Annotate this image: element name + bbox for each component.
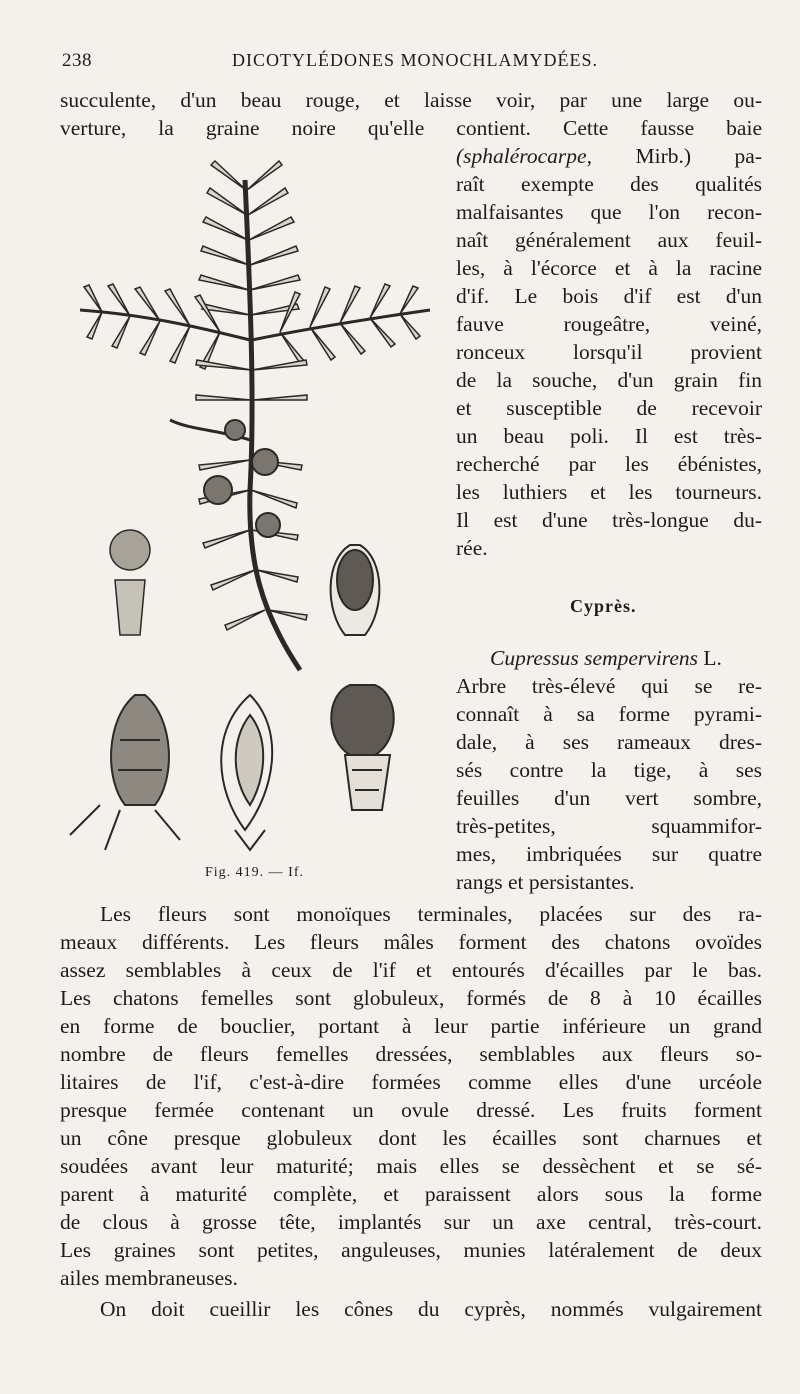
text-line: les luthiers et les tourneurs.	[456, 480, 762, 504]
species-name: Cupressus sempervirens L.	[490, 646, 722, 670]
text-line: succulente, d'un beau rouge, et laisse voir, par une large ou-	[60, 88, 762, 112]
page-number: 238	[62, 50, 92, 71]
text-line: soudées avant leur maturité; mais elles se dessèchent et se sé-	[60, 1154, 762, 1178]
text-line: Les fleurs sont monoïques terminales, placées sur des ra-	[100, 902, 762, 926]
text-line: meaux différents. Les fleurs mâles forment des chatons ovoïdes	[60, 930, 762, 954]
text-line: un beau poli. Il est très-	[456, 424, 762, 448]
text-line: de clous à grosse tête, implantés sur un axe central, très-court.	[60, 1210, 762, 1234]
text-line: nombre de fleurs femelles dressées, semblables aux fleurs so-	[60, 1042, 762, 1066]
text-line: les, à l'écorce et à la racine	[456, 256, 762, 280]
text-line: très-petites, squammifor-	[456, 814, 762, 838]
text-line: Arbre très-élevé qui se re-	[456, 674, 762, 698]
text-line: mes, imbriquées sur quatre	[456, 842, 762, 866]
text-line: et susceptible de recevoir	[456, 396, 762, 420]
text-line: Il est d'une très-longue du-	[456, 508, 762, 532]
text-line: sés contre la tige, à ses	[456, 758, 762, 782]
text-line: un cône presque globuleux dont les écailles sont charnues et	[60, 1126, 762, 1150]
yew-illustration	[60, 140, 450, 875]
italic-term: Cupressus sempervirens	[490, 646, 699, 670]
text-line: rangs et persistantes.	[456, 870, 635, 894]
figure-caption: Fig. 419. — If.	[205, 865, 304, 880]
text-line: d'if. Le bois d'if est d'un	[456, 284, 762, 308]
italic-term: (sphalérocarpe,	[456, 144, 592, 168]
page-header	[62, 44, 762, 78]
text-line: raît exempte des qualités	[456, 172, 762, 196]
text-line: recherché par les ébénistes,	[456, 452, 762, 476]
text-line: presque fermée contenant un ovule dressé. Les fruits forment	[60, 1098, 762, 1122]
text-line: verture, la graine noire qu'elle contient. Cette fausse baie	[60, 116, 762, 140]
text-line: parent à maturité complète, et paraissent alors sous la forme	[60, 1182, 762, 1206]
text-line: dale, à ses rameaux dres-	[456, 730, 762, 754]
text-line: ailes membraneuses.	[60, 1266, 238, 1290]
text-line: connaît à sa forme pyrami-	[456, 702, 762, 726]
text-line: rée.	[456, 536, 488, 560]
text-line: On doit cueillir les cônes du cyprès, nommés vulgairement	[100, 1297, 762, 1321]
text-line: en forme de bouclier, portant à leur partie inférieure un grand	[60, 1014, 762, 1038]
text-line: (sphalérocarpe, Mirb.) pa-	[456, 144, 762, 168]
text-line: Les graines sont petites, anguleuses, munies latéralement de deux	[60, 1238, 762, 1262]
text-line: litaires de l'if, c'est-à-dire formées comme elles d'une urcéole	[60, 1070, 762, 1094]
text-line: ronceux lorsqu'il provient	[456, 340, 762, 364]
text-line: Les chatons femelles sont globuleux, formés de 8 à 10 écailles	[60, 986, 762, 1010]
text-line: de la souche, d'un grain fin	[456, 368, 762, 392]
text-line: feuilles d'un vert sombre,	[456, 786, 762, 810]
text-line: naît généralement aux feuil-	[456, 228, 762, 252]
text-line: fauve rougeâtre, veiné,	[456, 312, 762, 336]
text-line: malfaisantes que l'on recon-	[456, 200, 762, 224]
running-title: DICOTYLÉDONES MONOCHLAMYDÉES.	[232, 50, 598, 70]
section-heading: Cyprès.	[570, 596, 637, 616]
text-line: assez semblables à ceux de l'if et entourés d'écailles par le bas.	[60, 958, 762, 982]
